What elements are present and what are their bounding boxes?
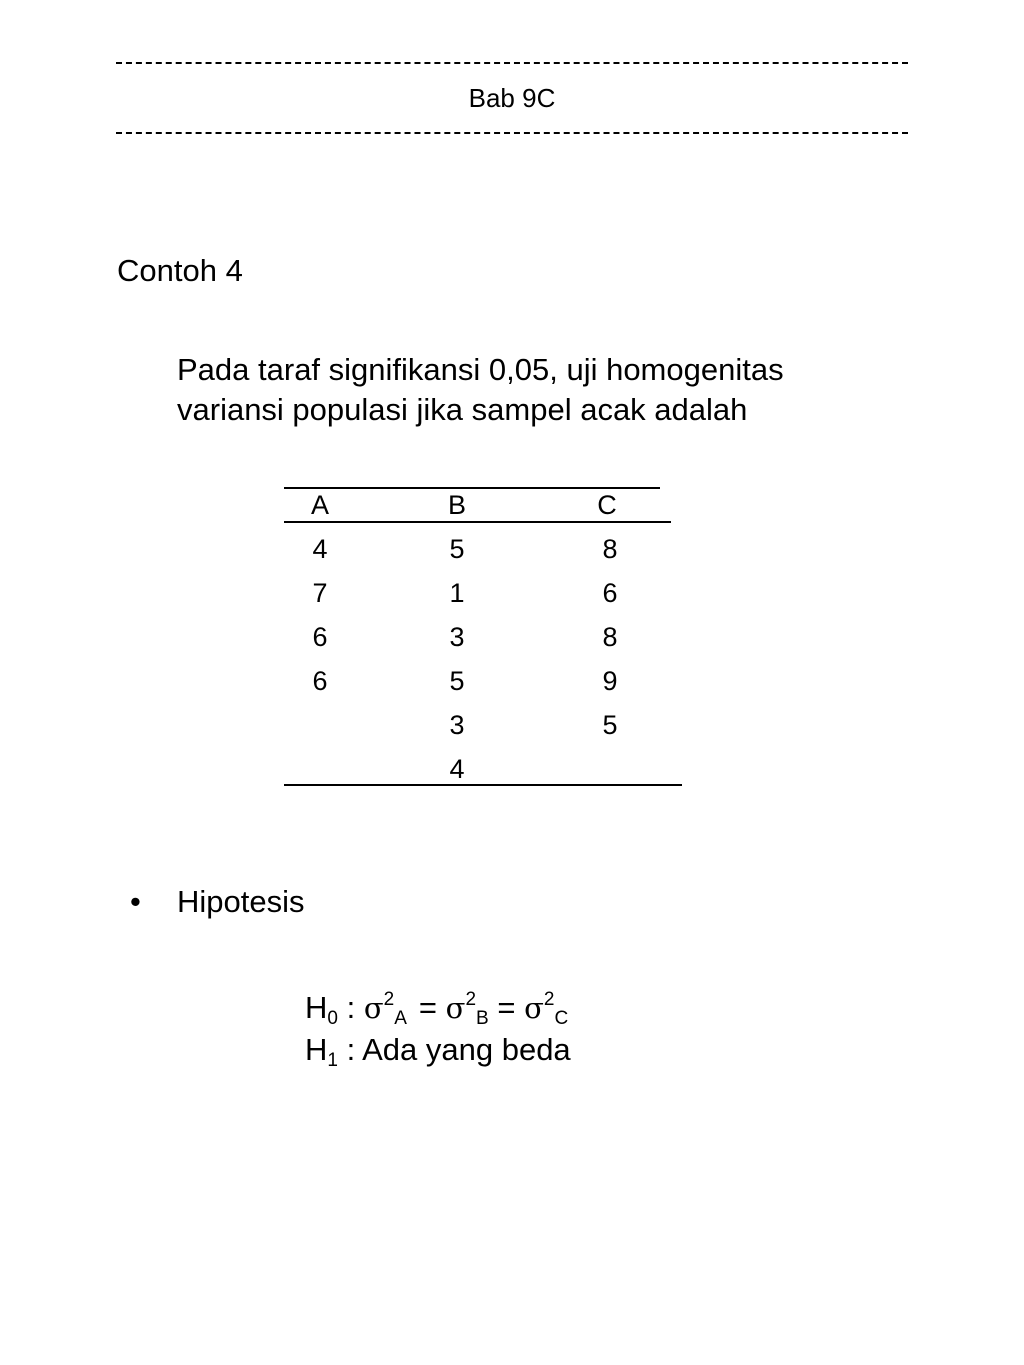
example-title: Contoh 4 [117, 253, 243, 288]
table-cell-b: 3 [449, 710, 465, 740]
h0-colon: : [346, 990, 356, 1025]
column-header-b: B [447, 490, 466, 520]
square-superscript: 2 [383, 989, 395, 1010]
problem-line: variansi populasi jika sampel acak adalah [177, 392, 748, 427]
column-header-a: A [310, 490, 329, 520]
hypothesis-bullet-item [130, 882, 305, 922]
equals-sign: = [418, 990, 438, 1025]
table-cell-c: 8 [602, 622, 618, 652]
problem-statement [177, 350, 897, 430]
table-cell-c: 8 [602, 534, 618, 564]
group-c-subscript: C [554, 1008, 569, 1029]
table-cell-c: 6 [602, 578, 618, 608]
table-cell-c: 9 [602, 666, 618, 696]
h1-text: : Ada yang beda [346, 1032, 571, 1067]
table-cell-b: 5 [449, 534, 465, 564]
sigma-symbol: σ [524, 991, 544, 1025]
square-superscript: 2 [465, 989, 477, 1010]
table-cell-a: 7 [312, 578, 328, 608]
table-bottom-rule [284, 784, 682, 786]
bullet-icon: • [130, 884, 141, 919]
bottom-dashed-divider [116, 132, 908, 134]
h0-subscript: 0 [327, 1008, 338, 1029]
h1-letter: H [305, 1032, 328, 1067]
column-header-c: C [597, 490, 617, 520]
alternative-hypothesis [305, 1030, 571, 1081]
table-cell-a: 4 [312, 534, 328, 564]
sigma-symbol: σ [363, 991, 384, 1025]
table-header-rule [284, 521, 671, 523]
table-cell-b: 5 [449, 666, 465, 696]
group-a-subscript: A [394, 1008, 407, 1029]
equals-sign: = [497, 990, 516, 1025]
table-cell-c: 5 [602, 710, 618, 740]
group-b-subscript: B [476, 1008, 489, 1029]
top-dashed-divider [116, 62, 908, 64]
chapter-label: Bab 9C [468, 83, 556, 113]
table-cell-a: 6 [312, 666, 328, 696]
square-superscript: 2 [543, 989, 555, 1010]
table-cell-b: 3 [449, 622, 465, 652]
sigma-symbol: σ [445, 991, 466, 1025]
h1-subscript: 1 [327, 1050, 338, 1071]
table-cell-b: 1 [449, 578, 465, 608]
problem-line: Pada taraf signifikansi 0,05, uji homogenitas [177, 352, 784, 387]
h0-letter: H [305, 990, 328, 1025]
table-cell-a: 6 [312, 622, 328, 652]
table-cell-b: 4 [449, 754, 465, 784]
hypothesis-heading: Hipotesis [177, 884, 305, 919]
